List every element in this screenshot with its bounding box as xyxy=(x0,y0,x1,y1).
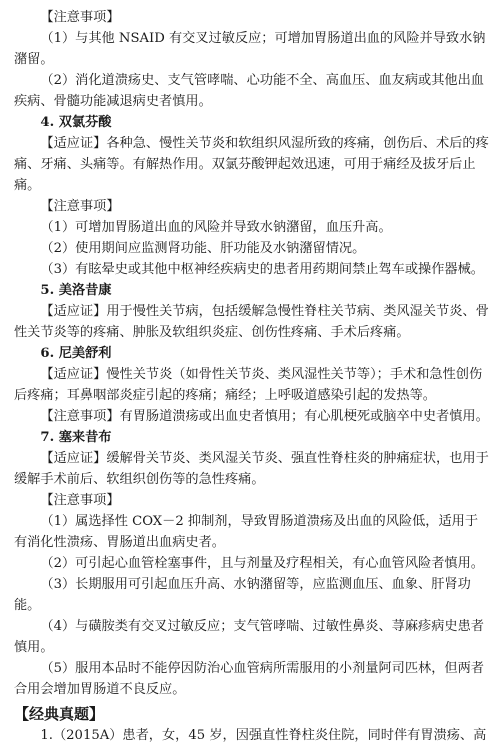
text-paragraph: 【注意事项】 xyxy=(40,199,120,214)
text-paragraph: （4）与磺胺类有交叉过敏反应；支气管哮喘、过敏性鼻炎、荨麻疹病史患者慎用。 xyxy=(14,619,484,655)
text-paragraph: 【适应证】各种急、慢性关节炎和软组织风湿所致的疼痛，创伤后、术后的疼痛、牙痛、头痛等。有解热作用。双氯芬酸钾起效迅速，可用于痛经及拔牙后止痛。 xyxy=(14,136,489,193)
text-paragraph: （2）使用期间应监测肾功能、肝功能及水钠潴留情况。 xyxy=(40,241,366,256)
text-paragraph: 【适应证】用于慢性关节病，包括缓解急慢性脊柱关节病、类风湿关节炎、骨性关节炎等的疼痛、肿胀及软组织炎症、创伤性疼痛、手术后疼痛。 xyxy=(14,304,489,340)
text-paragraph: （2）可引起心血管栓塞事件，且与剂量及疗程相关，有心血管风险者慎用。 xyxy=(40,556,484,571)
text-paragraph: （1）与其他 NSAID 有交叉过敏反应；可增加胃肠道出血的风险并导致水钠潴留。 xyxy=(14,31,486,67)
text-paragraph: 【注意事项】有胃肠道溃疡或出血史者慎用；有心肌梗死或脑卒中史者慎用。 xyxy=(40,409,489,424)
text-paragraph: 【适应证】慢性关节炎（如骨性关节炎、类风湿性关节等）；手术和急性创伤后疼痛；耳鼻咽部炎症引起的疼痛；痛经；上呼吸道感染引起的发热等。 xyxy=(14,367,483,403)
text-paragraph: （3）长期服用可引起血压升高、水钠潴留等，应监测血压、血象、肝肾功能。 xyxy=(14,577,471,613)
section-title: 【经典真题】 xyxy=(14,705,105,723)
text-paragraph: 1.（2015A）患者，女，45 岁，因强直性脊柱炎住院，同时伴有胃溃疡、高 xyxy=(40,728,487,743)
text-paragraph: （5）服用本品时不能停因防治心血管病所需服用的小剂量阿司匹林，但两者合用会增加胃肠道不良反应。 xyxy=(14,661,484,697)
text-paragraph: 【注意事项】 xyxy=(40,493,120,508)
text-paragraph: （1）属选择性 COX－2 抑制剂，导致胃肠道溃疡及出血的风险低，适用于有消化性溃疡、胃肠道出血病史者。 xyxy=(14,514,479,550)
section-heading: 4. 双氯芬酸 xyxy=(40,115,112,130)
text-paragraph: （2）消化道溃疡史、支气管哮喘、心功能不全、高血压、血友病或其他出血疾病、骨髓功能减退病史者慎用。 xyxy=(14,73,484,109)
text-paragraph: （1）可增加胃肠道出血的风险并导致水钠潴留，血压升高。 xyxy=(40,220,392,235)
section-heading: 6. 尼美舒利 xyxy=(40,346,112,361)
text-paragraph: （3）有眩晕史或其他中枢神经疾病史的患者用药期间禁止驾车或操作器械。 xyxy=(40,262,484,277)
text-paragraph: 【注意事项】 xyxy=(40,10,120,25)
section-heading: 7. 塞来昔布 xyxy=(40,430,112,445)
section-heading: 5. 美洛昔康 xyxy=(40,283,112,298)
text-paragraph: 【适应证】缓解骨关节炎、类风湿关节炎、强直性脊柱炎的肿痛症状，也用于缓解手术前后、软组织创伤等的急性疼痛。 xyxy=(14,451,489,487)
